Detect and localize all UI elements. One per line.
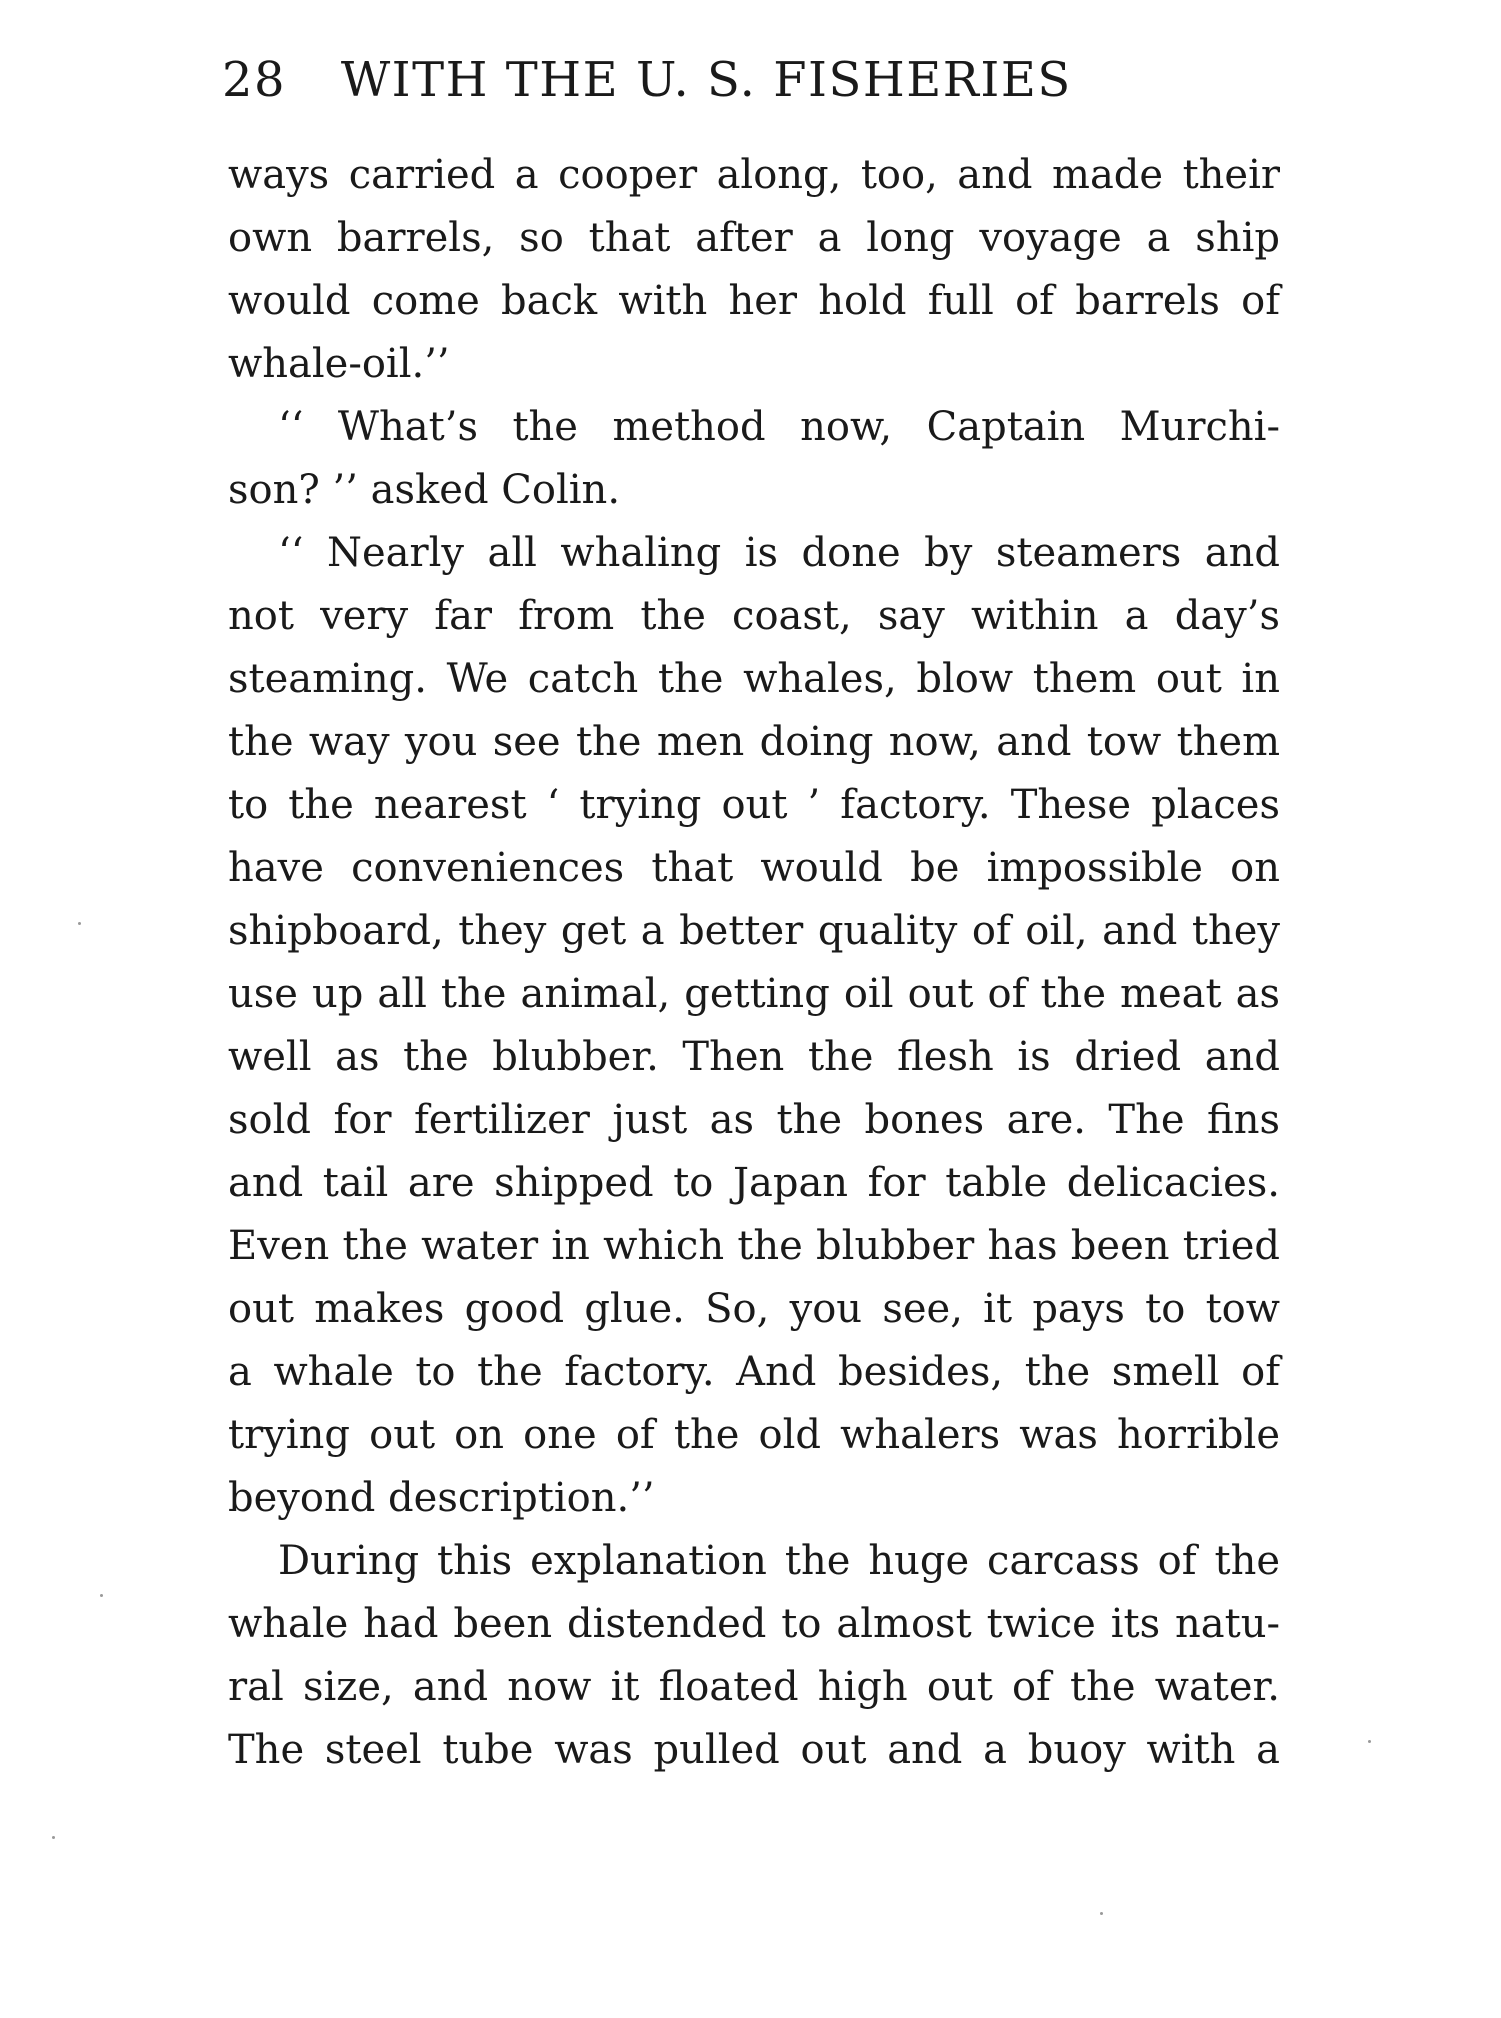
- text-line: Even the water in which the blubber has been tried: [228, 1223, 1280, 1269]
- text-line: The steel tube was pulled out and a buoy with a: [228, 1727, 1280, 1773]
- paper-speck: [52, 1836, 55, 1839]
- text-line: son? ’’ asked Colin.: [228, 467, 621, 513]
- paper-speck: [78, 922, 81, 925]
- text-line: shipboard, they get a better quality of oil, and they: [228, 908, 1280, 954]
- text-line: ‘‘ Nearly all whaling is done by steamers and: [278, 530, 1280, 576]
- text-line: ral size, and now it floated high out of the water.: [228, 1664, 1280, 1710]
- text-line: use up all the animal, getting oil out of the meat as: [228, 971, 1280, 1017]
- text-line: and tail are shipped to Japan for table delicacies.: [228, 1160, 1280, 1206]
- text-line: beyond description.’’: [228, 1475, 655, 1521]
- text-line: out makes good glue. So, you see, it pays to tow: [228, 1286, 1280, 1332]
- text-line: trying out on one of the old whalers was horrible: [228, 1412, 1280, 1458]
- text-line: sold for fertilizer just as the bones are. The fins: [228, 1097, 1280, 1143]
- running-head: WITH THE U. S. FISHERIES: [340, 52, 1072, 108]
- text-line: have conveniences that would be impossible on: [228, 845, 1280, 891]
- paper-speck: [100, 1594, 103, 1597]
- text-line: ‘‘ What’s the method now, Captain Murchi-: [278, 404, 1280, 450]
- text-line: a whale to the factory. And besides, the smell of: [228, 1349, 1280, 1395]
- body-text: [228, 144, 1280, 1782]
- text-line: would come back with her hold full of barrels of: [228, 278, 1280, 324]
- text-line: ways carried a cooper along, too, and made their: [228, 152, 1280, 198]
- text-line: steaming. We catch the whales, blow them out in: [228, 656, 1280, 702]
- text-line: own barrels, so that after a long voyage a ship: [228, 215, 1280, 261]
- text-line: not very far from the coast, say within a day’s: [228, 593, 1280, 639]
- paper-speck: [1100, 1912, 1103, 1915]
- text-line: whale had been distended to almost twice its natu-: [228, 1601, 1280, 1647]
- page-number: 28: [222, 52, 287, 108]
- page-header: [222, 48, 1282, 112]
- text-line: whale-oil.’’: [228, 341, 450, 387]
- text-line: to the nearest ‘ trying out ’ factory. These places: [228, 782, 1280, 828]
- text-line: During this explanation the huge carcass of the: [278, 1538, 1280, 1584]
- paper-speck: [1368, 1740, 1371, 1743]
- text-line: the way you see the men doing now, and tow them: [228, 719, 1280, 765]
- text-line: well as the blubber. Then the flesh is dried and: [228, 1034, 1280, 1080]
